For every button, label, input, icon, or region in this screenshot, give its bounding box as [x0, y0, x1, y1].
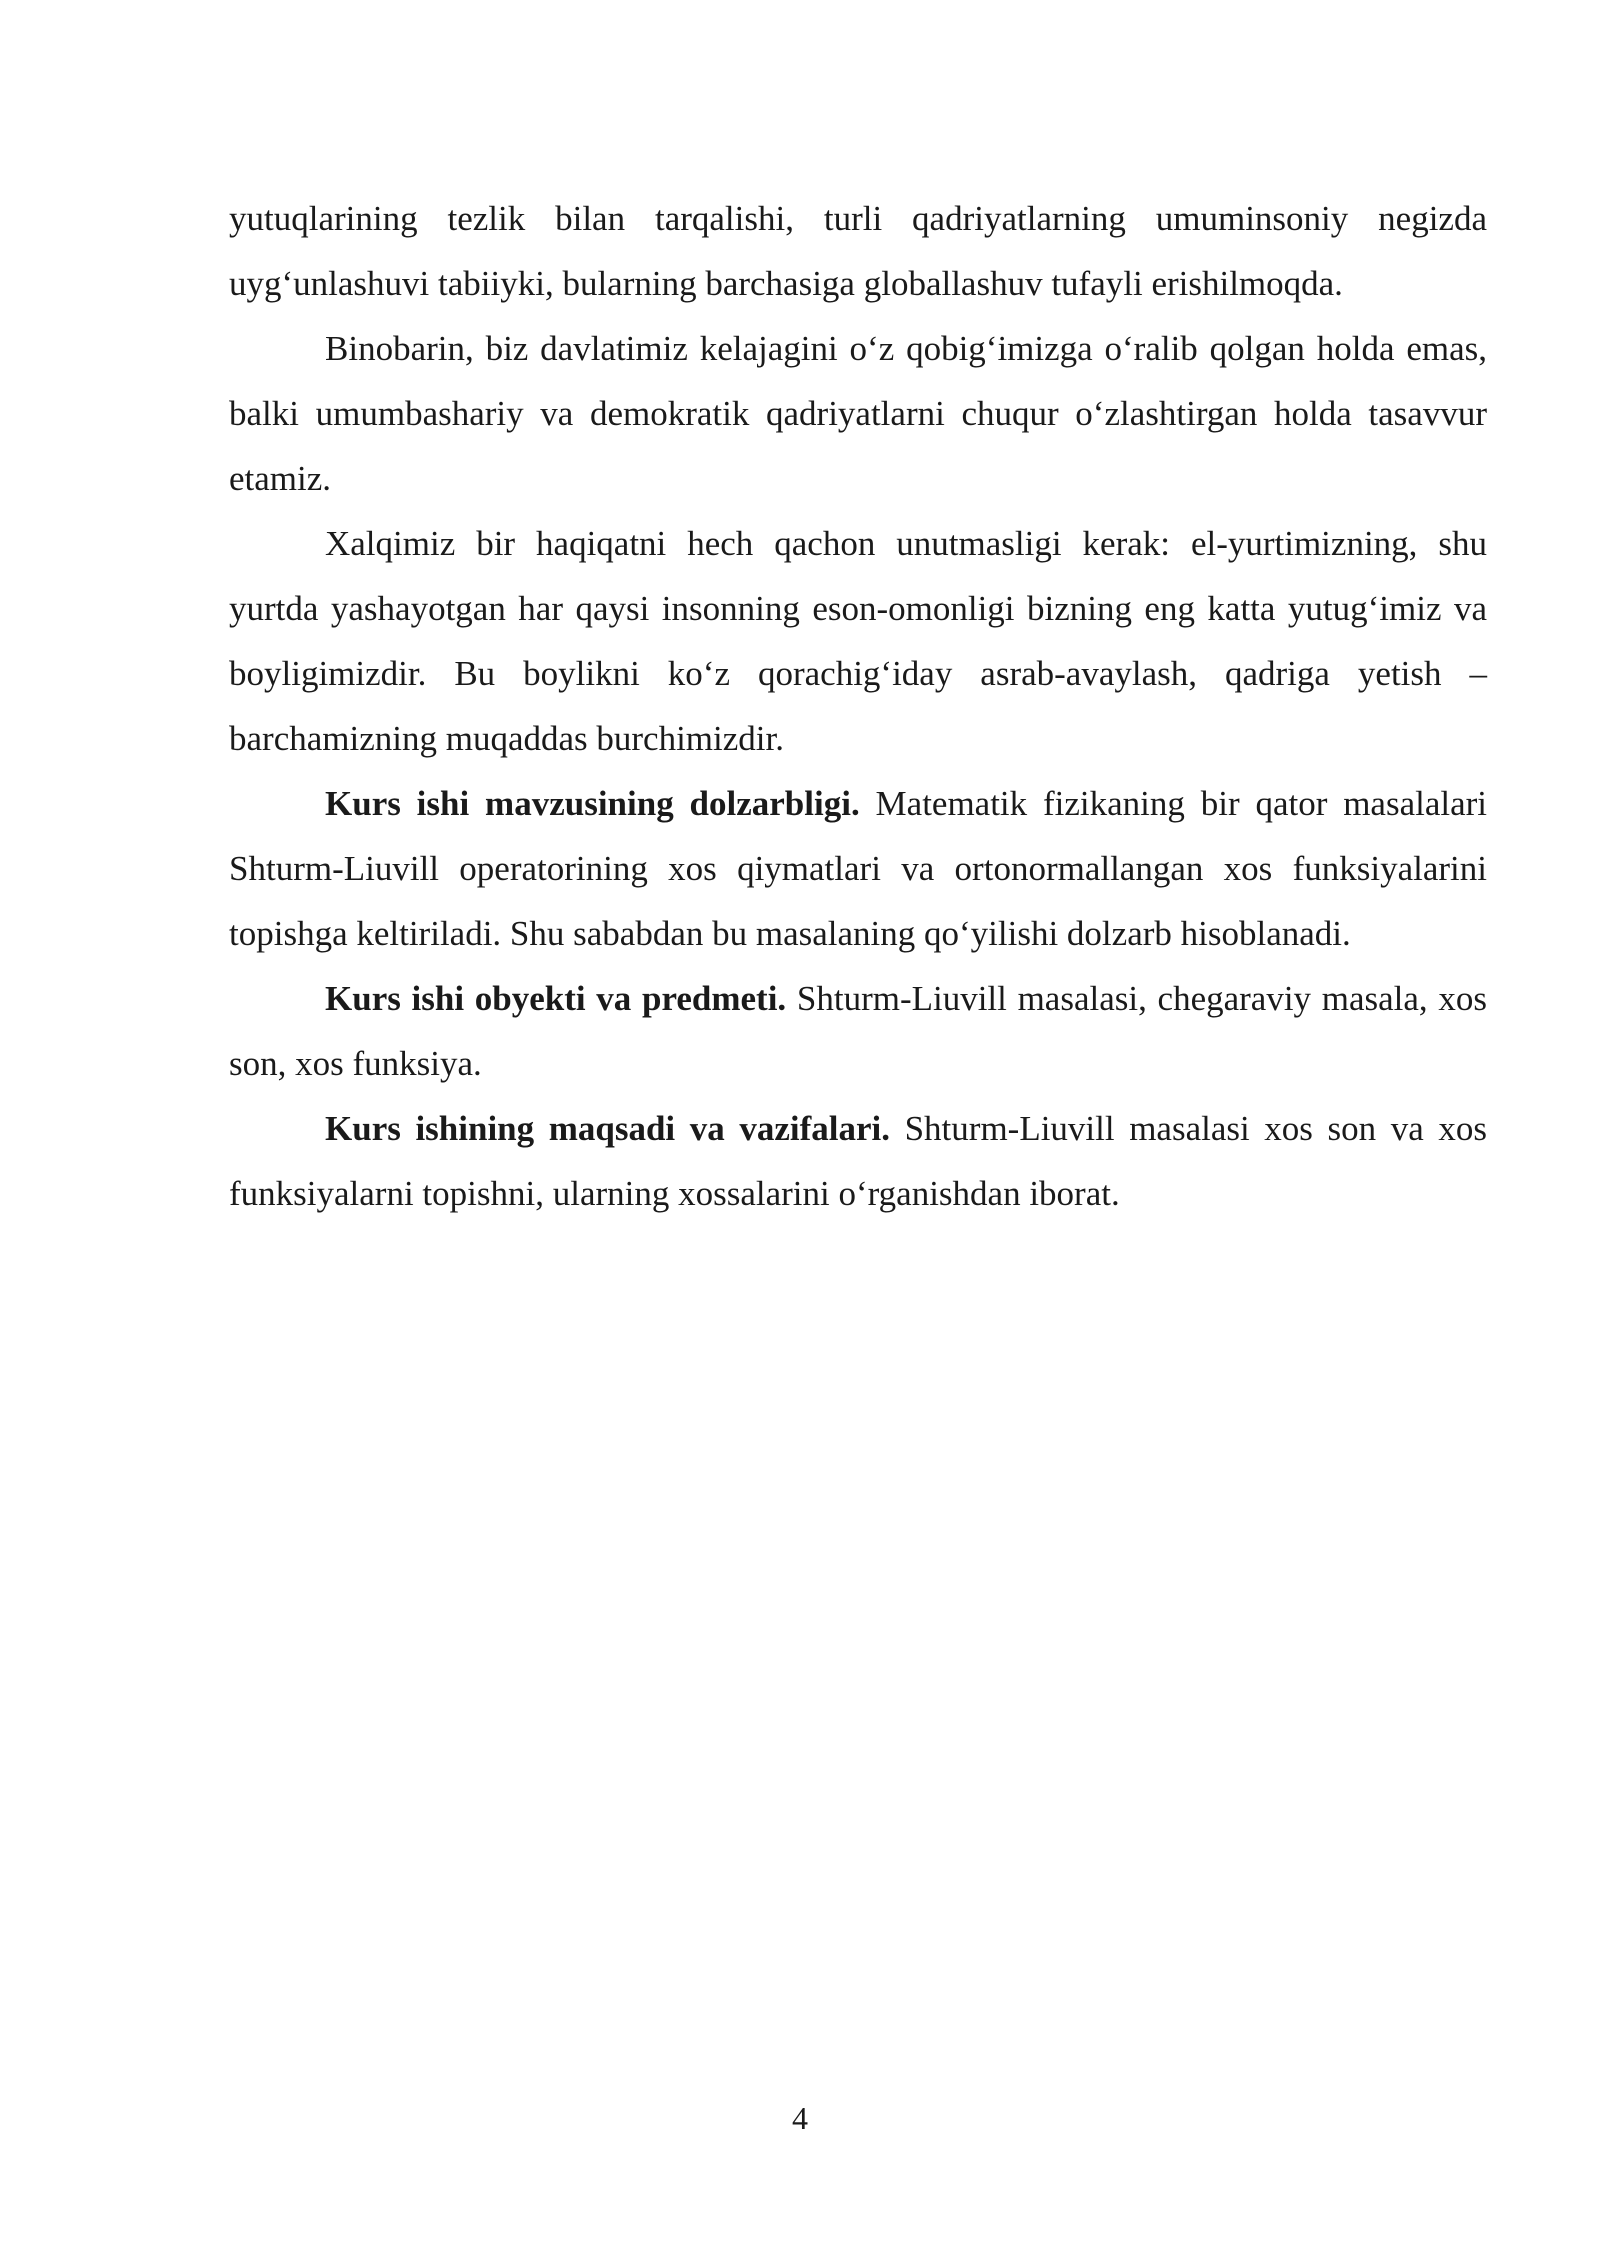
paragraph-heading: Kurs ishi mavzusining dolzarbligi.: [325, 784, 860, 823]
paragraph-heading: Kurs ishi obyekti va predmeti.: [325, 979, 787, 1018]
paragraph-goals-tasks: [229, 1096, 1487, 1226]
paragraph-text: Xalqimiz bir haqiqatni hech qachon unutmasligi kerak: el-yurtimizning, shu yurtda yashayotgan har qaysi insonning eson-omonligi bizning eng katta yutug‘imiz va boyligimizdir. Bu boylikni ko‘z qorachig‘iday asrab-avaylash, qadriga yetish – barchamizning muqaddas burchimizdir.: [229, 524, 1487, 758]
page-number: 4: [792, 2100, 808, 2136]
paragraph-nation: [229, 511, 1487, 771]
paragraph-object-subject: [229, 966, 1487, 1096]
paragraph-text: yutuqlarining tezlik bilan tarqalishi, turli qadriyatlarning umuminsoniy negizda uyg‘unlashuvi tabiiyki, bularning barchasiga globallashuv tufayli erishilmoqda.: [229, 199, 1487, 303]
paragraph-heading: Kurs ishining maqsadi va vazifalari.: [325, 1109, 890, 1148]
paragraph-globalization: [229, 186, 1487, 316]
body-text: [229, 186, 1487, 1226]
paragraph-text: Shturm-Liuvill masalasi xos son va xos funksiyalarni topishni, ularning xossalarini o‘rganishdan iborat.: [229, 1109, 1487, 1213]
paragraph-future: [229, 316, 1487, 511]
paragraph-text: Shturm-Liuvill masalasi, chegaraviy masala, xos son, xos funksiya.: [229, 979, 1487, 1083]
paragraph-text: Matematik fizikaning bir qator masalalari Shturm-Liuvill operatorining xos qiymatlari va ortonormallangan xos funksiyalarini topishga keltiriladi. Shu sababdan bu masalaning qo‘yilishi dolzarb hisoblanadi.: [229, 784, 1488, 953]
paragraph-text: Binobarin, biz davlatimiz kelajagini o‘z qobig‘imizga o‘ralib qolgan holda emas, balki umumbashariy va demokratik qadriyatlarni chuqur o‘zlashtirgan holda tasavvur etamiz.: [229, 329, 1487, 498]
paragraph-relevance: [229, 771, 1487, 966]
